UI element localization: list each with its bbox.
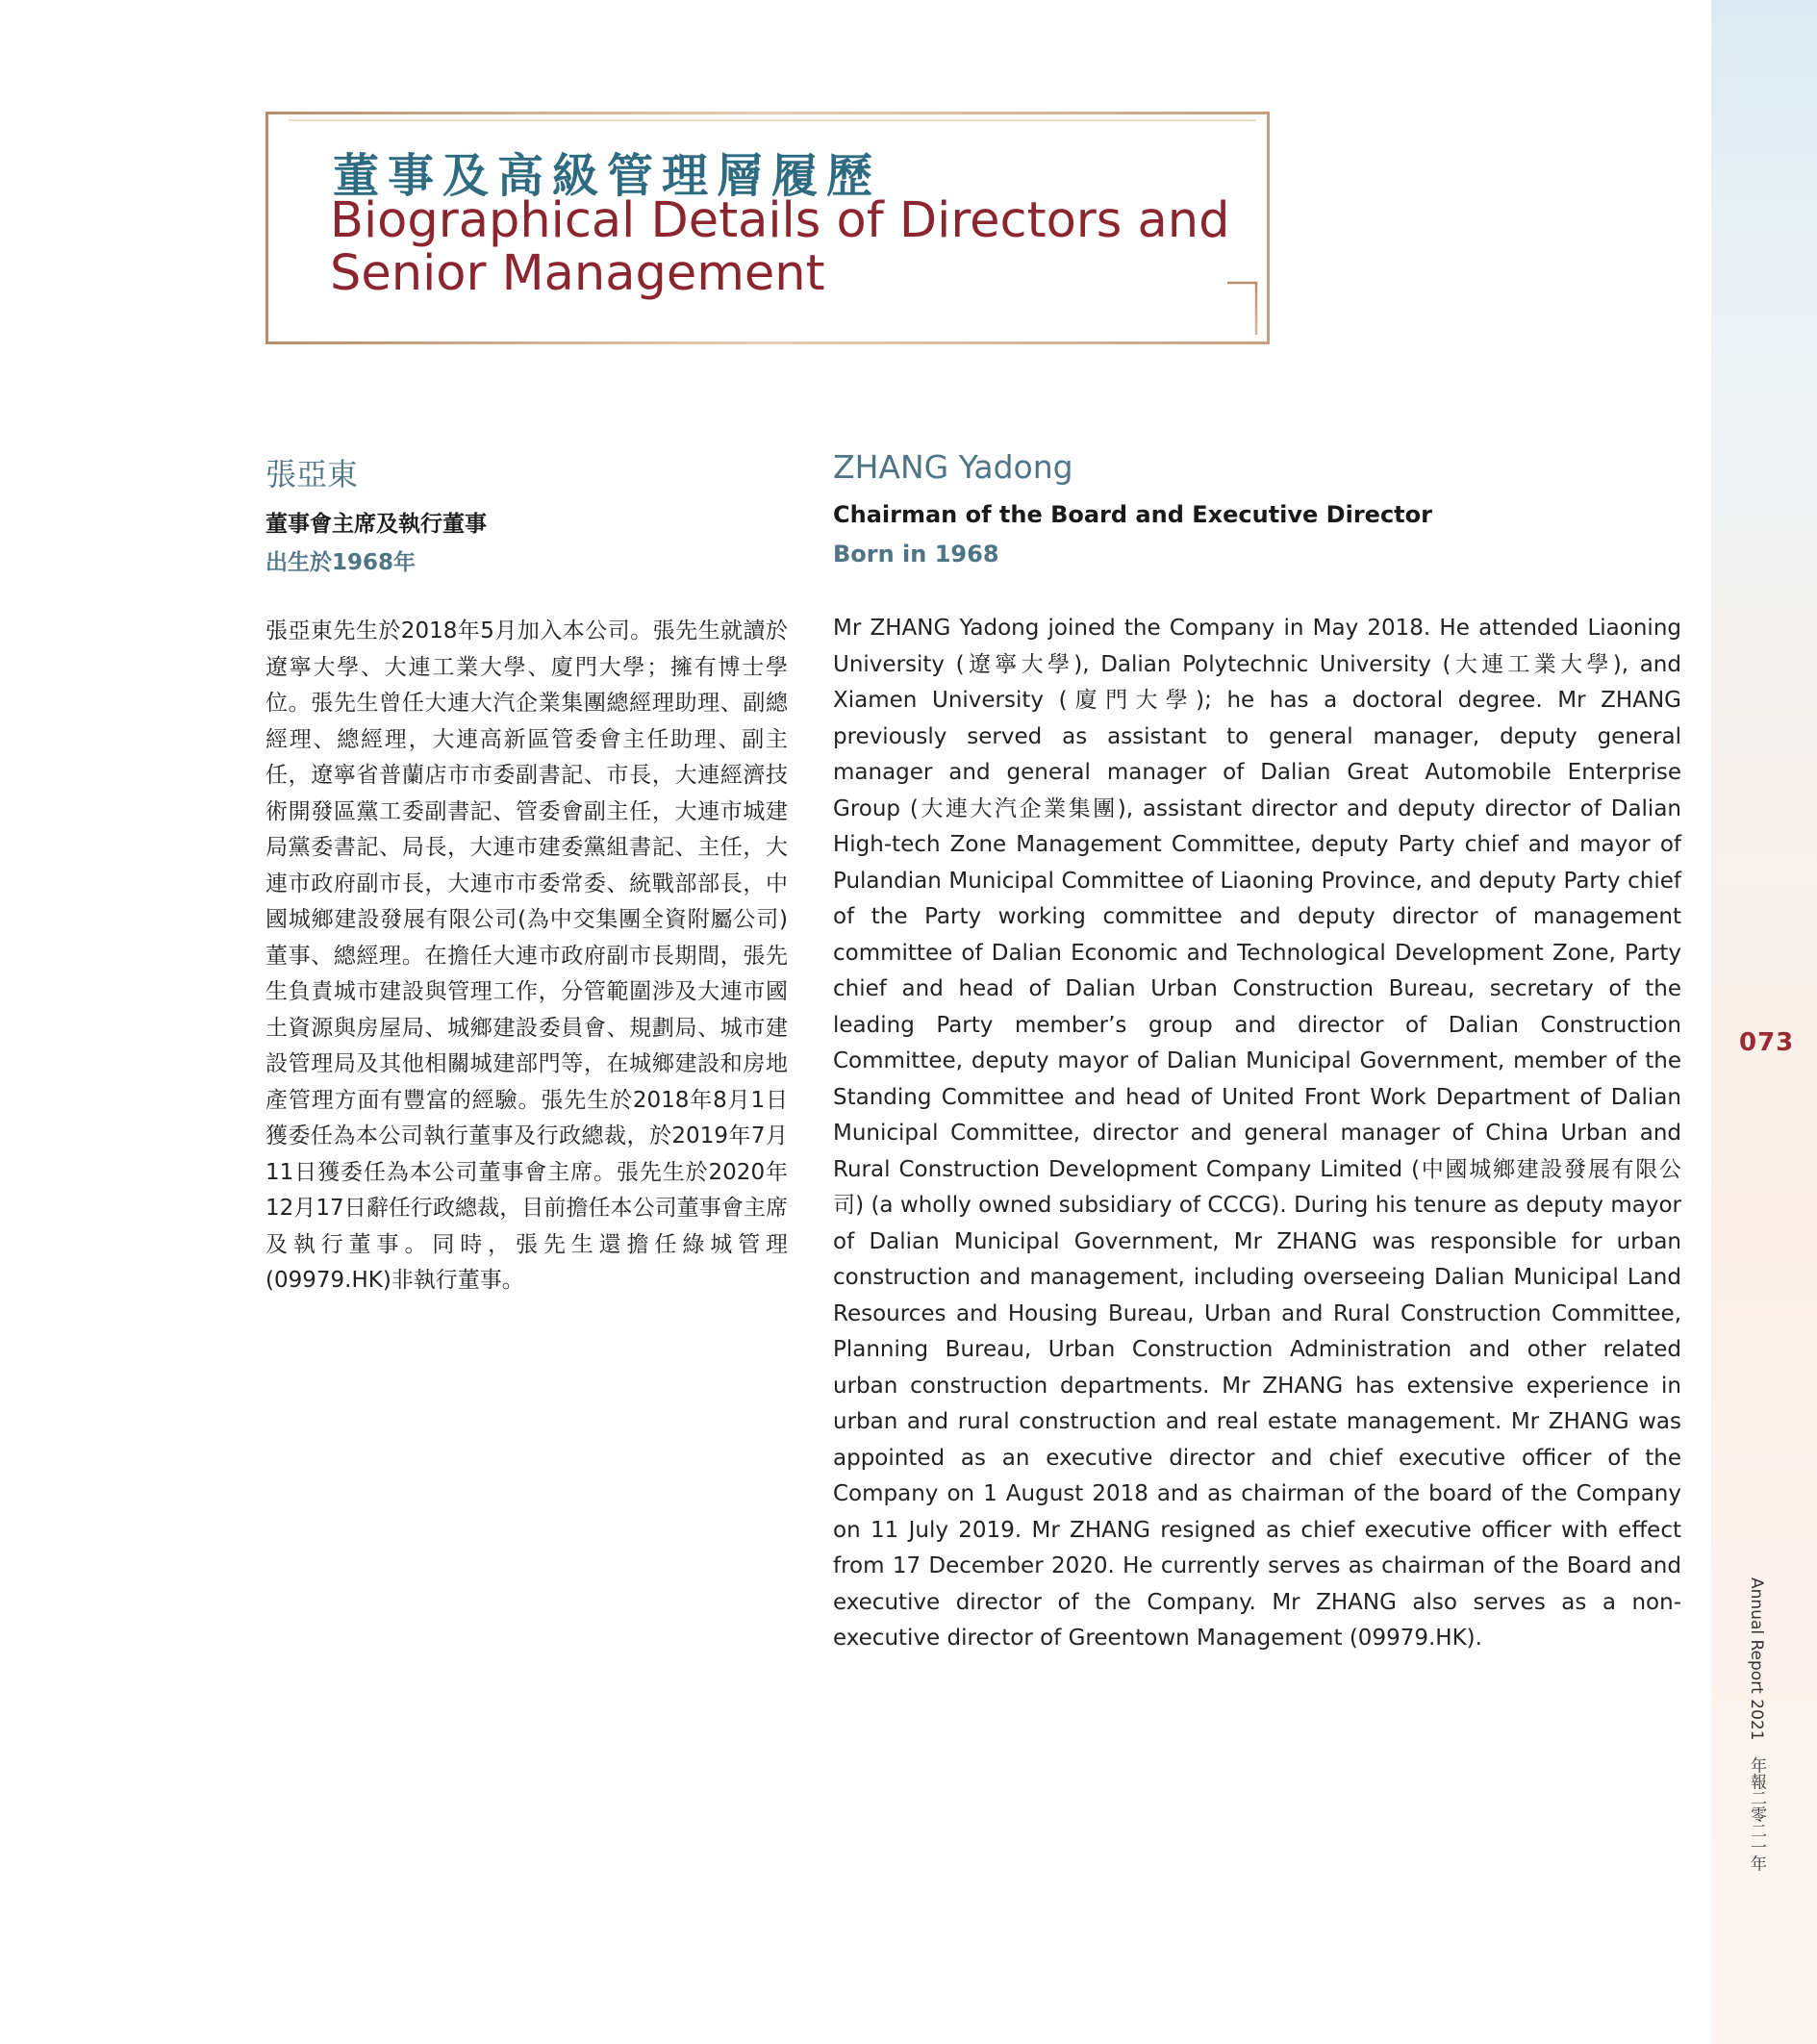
biography-chinese: 張亞東先生於2018年5月加入本公司。張先生就讀於遼寧大學、大連工業大學、廈門大學；擁有博士學位。張先生曾任大連大汽企業集團總經理助理、副總經理、總經理，大連高新區管委會主任助理、副主任，遼寧省普蘭店市市委副書記、市長，大連經濟技術開發區黨工委副書記、管委會副主任，大連市城建局黨委書記、局長，大連市建委黨組書記、主任，大連市政府副市長，大連市市委常委、統戰部部長，中國城鄉建設發展有限公司(為中交集團全資附屬公司)董事、總經理。在擔任大連市政府副市長期間，張先生負責城市建設與管理工作，分管範圍涉及大連市國土資源與房屋局、城鄉建設委員會、規劃局、城市建設管理局及其他相關城建部門等，在城鄉建設和房地產管理方面有豐富的經驗。張先生於2018年8月1日獲委任為本公司執行董事及行政總裁，於2019年7月11日獲委任為本公司董事會主席。張先生於2020年12月17日辭任行政總裁，目前擔任本公司董事會主席及執行董事。同時，張先生還擔任綠城管理(09979.HK)非執行董事。 [265, 618, 788, 1293]
page-title-english: Biographical Details of Directors and Senior Management [330, 192, 1230, 302]
biography-english: Mr ZHANG Yadong joined the Company in May 2018. He attended Liaoning University (遼寧大學), Dalian Polytechnic University (大連工業大學), and Xiamen University (廈門大學); he has a doctoral degree. Mr ZHANG previously served as assistant to general manager, deputy general manager and general manager of Dalian Great Automobile Enterprise Group (大連大汽企業集團), assistant director and deputy director of Dalian High-tech Zone Management Committee, deputy Party chief and mayor of Pulandian Municipal Committee of Liaoning Province, and deputy Party chief of the Party working committee and deputy director of management committee of Dalian Economic and Technological Development Zone, Party chief and head of Dalian Urban Construction Bureau, secretary of the leading Party member’s group and director of Dalian Construction Committee, deputy mayor of Dalian Municipal Government, member of the Standing Committee and head of United Front Work Department of Dalian Municipal Committee, director and general manager of China Urban and Rural Construction Development Company Limited (中國城鄉建設發展有限公司) (a wholly owned subsidiary of CCCG). During his tenure as deputy mayor of Dalian Municipal Government, Mr ZHANG was responsible for urban construction and management, including overseeing Dalian Municipal Land Resources and Housing Bureau, Urban and Rural Construction Committee, Planning Bureau, Urban Construction Administration and other related urban construction departments. Mr ZHANG has extensive experience in urban and rural construction and real estate management. Mr ZHANG was appointed as an executive director and chief executive officer of the Company on 1 August 2018 and as chairman of the board of the Company on 11 July 2019. Mr ZHANG resigned as chief executive officer with effect from 17 December 2020. He currently serves as chairman of the Board and executive director of the Company. Mr ZHANG also serves as a non-executive director of Greentown Management (09979.HK). [833, 616, 1681, 1651]
page-number: 073 [1739, 1028, 1795, 1057]
person-name-english: ZHANG Yadong [833, 448, 1073, 486]
page-title-chinese: 董事及高級管理層履歷 [333, 149, 882, 203]
person-role-english: Chairman of the Board and Executive Director [833, 501, 1432, 528]
person-name-chinese: 張亞東 [265, 456, 359, 492]
person-role-chinese: 董事會主席及執行董事 [265, 512, 487, 537]
person-born-chinese: 出生於1968年 [265, 550, 416, 575]
annual-report-label: Annual Report 2021 年報二零二一年 [1747, 1577, 1766, 1872]
person-born-english: Born in 1968 [833, 541, 999, 568]
